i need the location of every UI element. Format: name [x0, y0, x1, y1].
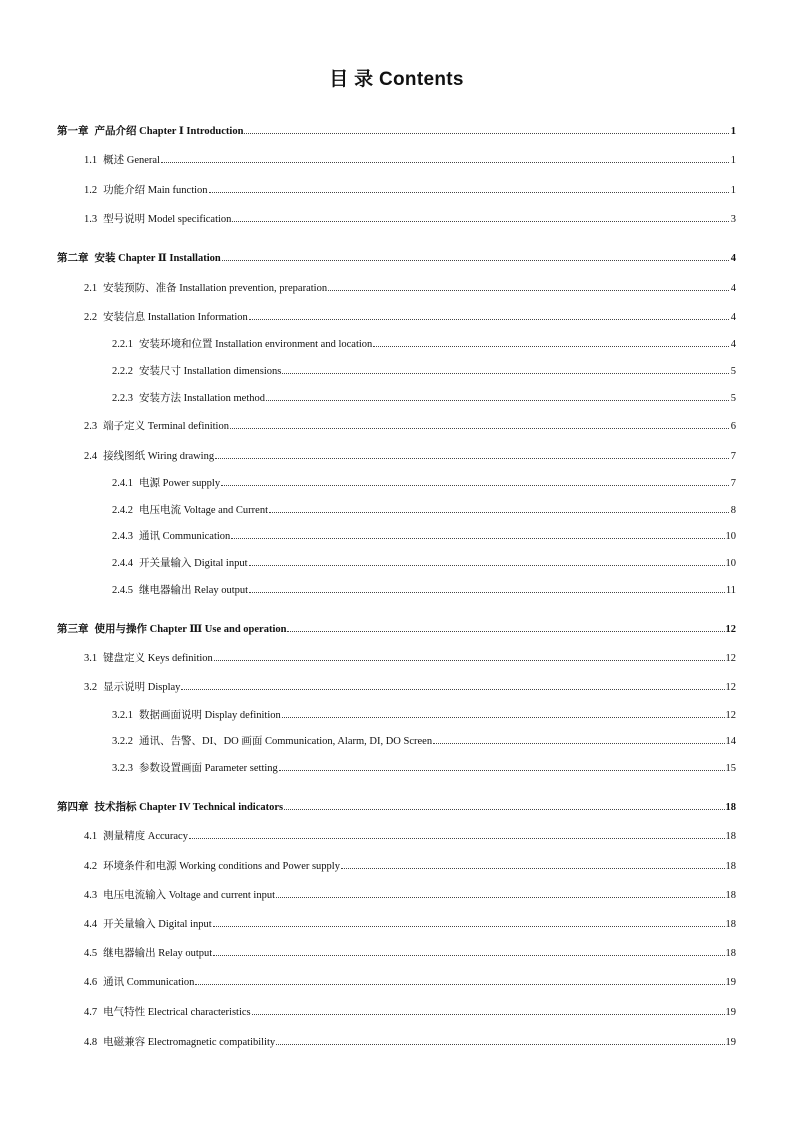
- toc-entry[interactable]: [112, 762, 736, 776]
- toc-entry-label: 安装预防、准备 Installation prevention, preparation: [103, 283, 328, 294]
- toc-entry[interactable]: [112, 735, 736, 749]
- toc-entry-page-number: 15: [725, 763, 736, 774]
- toc-entry-page-number: 1: [730, 185, 736, 196]
- toc-entry-number: 1.2: [84, 185, 98, 196]
- toc-entry-label: 安装尺寸 Installation dimensions: [139, 366, 282, 377]
- toc-entry-label: 安装环境和位置 Installation environment and location: [139, 339, 373, 350]
- toc-entry-page-number: 7: [730, 478, 736, 489]
- toc-entry-label: 开关量输入 Digital input: [103, 919, 212, 930]
- toc-chapter-entry[interactable]: [57, 801, 736, 815]
- dot-leader: [282, 717, 725, 718]
- page-title: 目 录 Contents: [329, 69, 464, 90]
- toc-entry[interactable]: [112, 477, 736, 491]
- toc-entry-page-number: 11: [725, 585, 736, 596]
- toc-entry[interactable]: [84, 184, 736, 198]
- toc-entry-page-number: 14: [725, 736, 736, 747]
- toc-entry-number: 2.2.3: [112, 393, 133, 404]
- toc-entry-page-number: 5: [730, 393, 736, 404]
- toc-entry-page-number: 12: [725, 710, 736, 721]
- toc-entry-number: 2.2: [84, 312, 98, 323]
- toc-entry-number: 4.8: [84, 1037, 98, 1048]
- toc-entry-label: 电气特性 Electrical characteristics: [103, 1007, 251, 1018]
- toc-entry-number: 2.4.5: [112, 585, 133, 596]
- dot-leader: [230, 428, 729, 429]
- toc-entry-label: 技术指标 Chapter IV Technical indicators: [94, 802, 284, 813]
- dot-leader: [252, 1014, 725, 1015]
- toc-entry-label: 显示说明 Display: [103, 682, 181, 693]
- toc-entry[interactable]: [84, 947, 736, 961]
- dot-leader: [231, 538, 724, 539]
- toc-entry-page-number: 10: [725, 558, 736, 569]
- toc-entry-label: 通讯 Communication: [139, 531, 231, 542]
- dot-leader: [282, 373, 729, 374]
- toc-entry[interactable]: [112, 530, 736, 544]
- toc-entry-number: 2.2.2: [112, 366, 133, 377]
- dot-leader: [215, 458, 729, 459]
- dot-leader: [341, 868, 725, 869]
- dot-leader: [222, 260, 729, 261]
- toc-entry[interactable]: [84, 652, 736, 666]
- toc-entry-number: 4.7: [84, 1007, 98, 1018]
- toc-entry-number: 2.4.3: [112, 531, 133, 542]
- toc-entry[interactable]: [84, 450, 736, 464]
- toc-entry-label: 测量精度 Accuracy: [103, 831, 188, 842]
- toc-entry-label: 电压电流输入 Voltage and current input: [103, 890, 275, 901]
- toc-entry-label: 通讯、告警、DI、DO 画面 Communication, Alarm, DI, DO Screen: [139, 736, 433, 747]
- toc-entry-page-number: 12: [725, 653, 736, 664]
- toc-chapter-entry[interactable]: [57, 125, 736, 139]
- dot-leader: [433, 743, 724, 744]
- dot-leader: [269, 512, 729, 513]
- toc-entry-page-number: 4: [730, 283, 736, 294]
- toc-entry-label: 型号说明 Model specification: [103, 214, 232, 225]
- toc-entry-number: 4.2: [84, 861, 98, 872]
- toc-entry-number: 2.4.4: [112, 558, 133, 569]
- dot-leader: [284, 809, 724, 810]
- toc-entry-page-number: 8: [730, 505, 736, 516]
- toc-entry-label: 产品介绍 Chapter Ⅰ Introduction: [94, 126, 244, 137]
- toc-entry-label: 通讯 Communication: [103, 977, 195, 988]
- toc-entry[interactable]: [84, 154, 736, 168]
- toc-entry-label: 参数设置画面 Parameter setting: [139, 763, 278, 774]
- toc-entry-number: 2.4: [84, 451, 98, 462]
- toc-entry-page-number: 1: [730, 155, 736, 166]
- dot-leader: [214, 660, 725, 661]
- toc-entry-page-number: 4: [730, 339, 736, 350]
- dot-leader: [232, 221, 729, 222]
- toc-entry-number: 3.1: [84, 653, 98, 664]
- toc-entry[interactable]: [84, 830, 736, 844]
- toc-entry-number: 3.2: [84, 682, 98, 693]
- dot-leader: [221, 485, 729, 486]
- toc-entry[interactable]: [112, 365, 736, 379]
- toc-entry[interactable]: [84, 889, 736, 903]
- dot-leader: [373, 346, 729, 347]
- toc-entry-label: 环境条件和电源 Working conditions and Power supply: [103, 861, 340, 872]
- toc-entry-label: 继电器输出 Relay output: [139, 585, 249, 596]
- toc-entry-page-number: 1: [730, 126, 736, 137]
- toc-entry-label: 电压电流 Voltage and Current: [139, 505, 268, 516]
- toc-entry-label: 概述 General: [103, 155, 160, 166]
- toc-entry[interactable]: [84, 282, 736, 296]
- toc-entry[interactable]: [112, 584, 736, 598]
- toc-entry-label: 键盘定义 Keys definition: [103, 653, 213, 664]
- toc-entry-label: 数据画面说明 Display definition: [139, 710, 281, 721]
- toc-chapter-entry[interactable]: [57, 252, 736, 266]
- toc-entry-number: 第三章: [57, 624, 89, 635]
- toc-entry-page-number: 3: [730, 214, 736, 225]
- toc-entry-page-number: 18: [725, 890, 736, 901]
- dot-leader: [328, 290, 729, 291]
- toc-entry-page-number: 5: [730, 366, 736, 377]
- toc-entry-page-number: 19: [725, 1007, 736, 1018]
- toc-entry-page-number: 18: [725, 802, 736, 813]
- toc-entry-label: 安装方法 Installation method: [139, 393, 265, 404]
- toc-entry-page-number: 18: [725, 948, 736, 959]
- toc-entry-number: 第二章: [57, 253, 89, 264]
- toc-entry[interactable]: [84, 976, 736, 990]
- toc-entry-number: 第一章: [57, 126, 89, 137]
- toc-entry[interactable]: [112, 338, 736, 352]
- toc-entry[interactable]: [112, 709, 736, 723]
- toc-entry[interactable]: [112, 557, 736, 571]
- toc-entry[interactable]: [84, 918, 736, 932]
- toc-entry-page-number: 6: [730, 421, 736, 432]
- toc-entry[interactable]: [84, 420, 736, 434]
- toc-entry-number: 3.2.2: [112, 736, 133, 747]
- toc-entry-number: 第四章: [57, 802, 89, 813]
- dot-leader: [189, 838, 725, 839]
- toc-entry-label: 开关量输入 Digital input: [139, 558, 248, 569]
- toc-entry-page-number: 18: [725, 861, 736, 872]
- toc-entry-number: 2.1: [84, 283, 98, 294]
- toc-entry-page-number: 12: [725, 624, 736, 635]
- toc-entry-label: 接线图纸 Wiring drawing: [103, 451, 215, 462]
- toc-entry-number: 3.2.3: [112, 763, 133, 774]
- toc-entry-label: 端子定义 Terminal definition: [103, 421, 229, 432]
- toc-entry-page-number: 12: [725, 682, 736, 693]
- toc-entry-number: 1.3: [84, 214, 98, 225]
- dot-leader: [287, 631, 724, 632]
- toc-entry[interactable]: [112, 504, 736, 518]
- dot-leader: [161, 162, 729, 163]
- toc-entry-number: 2.3: [84, 421, 98, 432]
- toc-entry[interactable]: [84, 860, 736, 874]
- toc-entry-number: 4.1: [84, 831, 98, 842]
- toc-entry-page-number: 19: [725, 1037, 736, 1048]
- toc-entry-number: 4.3: [84, 890, 98, 901]
- toc-entry-page-number: 4: [730, 253, 736, 264]
- toc-entry-page-number: 18: [725, 831, 736, 842]
- dot-leader: [209, 192, 729, 193]
- toc-entry-number: 4.6: [84, 977, 98, 988]
- toc-entry-label: 安装 Chapter Ⅱ Installation: [94, 253, 221, 264]
- toc-entry[interactable]: [84, 681, 736, 695]
- toc-entry-number: 2.4.1: [112, 478, 133, 489]
- toc-entry-label: 电源 Power supply: [139, 478, 221, 489]
- dot-leader: [213, 955, 724, 956]
- toc-entry-number: 2.4.2: [112, 505, 133, 516]
- toc-entry[interactable]: [84, 1006, 736, 1020]
- toc-entry-number: 2.2.1: [112, 339, 133, 350]
- toc-entry-label: 安装信息 Installation Information: [103, 312, 248, 323]
- toc-entry-number: 4.4: [84, 919, 98, 930]
- dot-leader: [266, 400, 729, 401]
- dot-leader: [244, 133, 729, 134]
- dot-leader: [276, 897, 725, 898]
- dot-leader: [276, 1044, 724, 1045]
- dot-leader: [213, 926, 725, 927]
- toc-entry-page-number: 10: [725, 531, 736, 542]
- toc-entry-number: 3.2.1: [112, 710, 133, 721]
- toc-entry-label: 电磁兼容 Electromagnetic compatibility: [103, 1037, 276, 1048]
- toc-entry-page-number: 4: [730, 312, 736, 323]
- toc-entry-page-number: 7: [730, 451, 736, 462]
- toc-entry-page-number: 18: [725, 919, 736, 930]
- dot-leader: [195, 984, 724, 985]
- toc-entry-label: 功能介绍 Main function: [103, 185, 208, 196]
- dot-leader: [181, 689, 724, 690]
- dot-leader: [249, 592, 725, 593]
- toc-entry[interactable]: [84, 213, 736, 227]
- dot-leader: [249, 319, 729, 320]
- toc-entry[interactable]: [84, 311, 736, 325]
- toc-chapter-entry[interactable]: [57, 623, 736, 637]
- toc-entry-label: 使用与操作 Chapter Ⅲ Use and operation: [94, 624, 287, 635]
- toc-entry-number: 1.1: [84, 155, 98, 166]
- toc-entry[interactable]: [84, 1036, 736, 1050]
- dot-leader: [279, 770, 725, 771]
- toc-entry[interactable]: [112, 392, 736, 406]
- dot-leader: [249, 565, 725, 566]
- toc-entry-number: 4.5: [84, 948, 98, 959]
- toc-entry-label: 继电器输出 Relay output: [103, 948, 213, 959]
- toc-entry-page-number: 19: [725, 977, 736, 988]
